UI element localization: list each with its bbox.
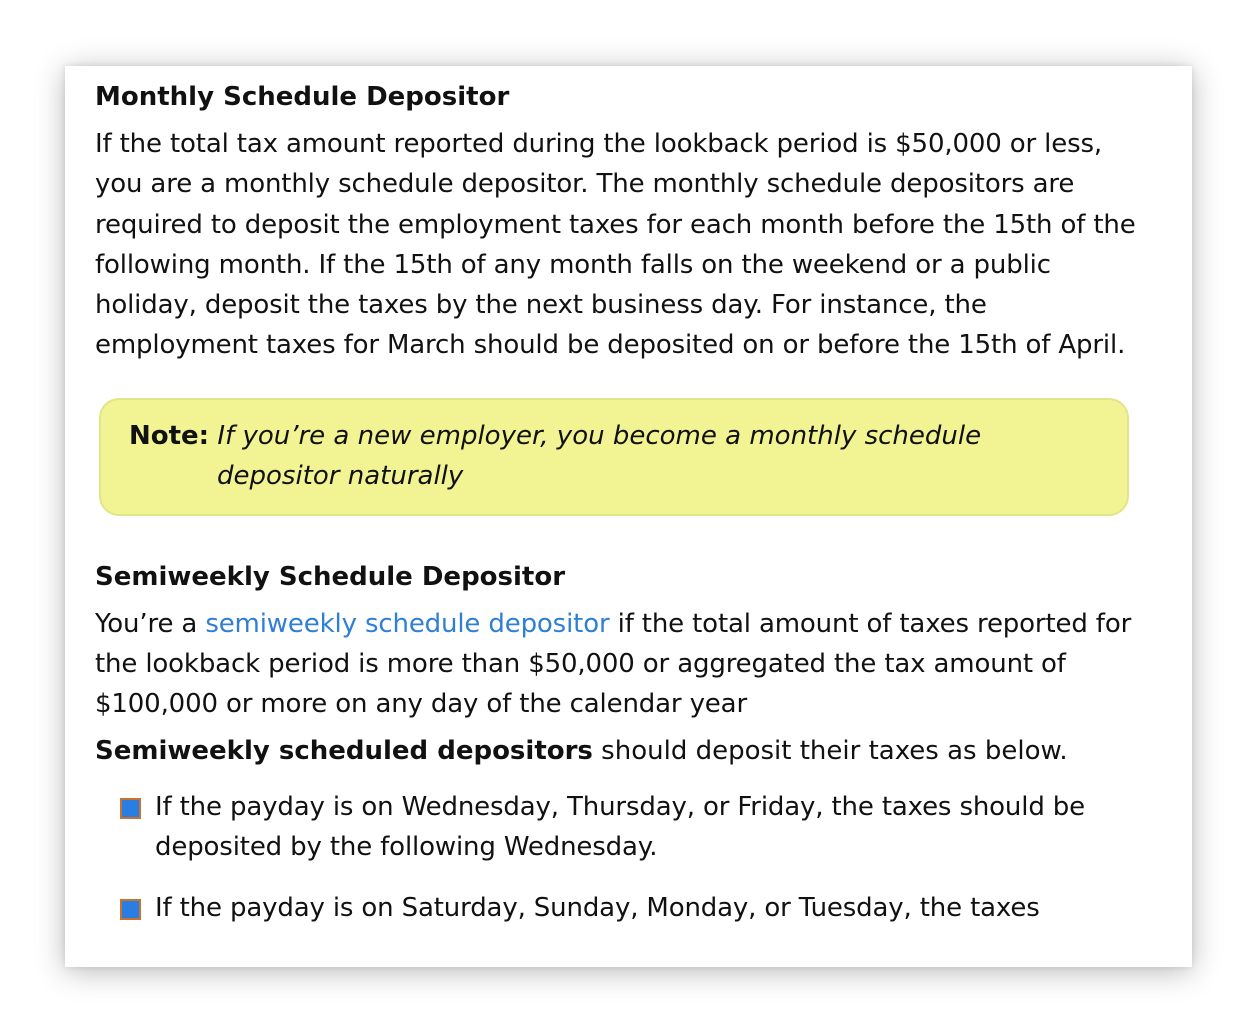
intro-suffix: if the total amount of taxes reported for the lookback period is more than $50,000 or aggregated the tax amount of $100,000 or more on any day of the calendar year <box>95 608 1132 720</box>
note-callout <box>99 398 1129 516</box>
semiweekly-section <box>95 556 1145 928</box>
note-line <box>129 416 1107 496</box>
note-text: If you’re a new employer, you become a monthly schedule depositor naturally <box>217 420 982 491</box>
monthly-heading: Monthly Schedule Depositor <box>95 82 510 112</box>
note-label: Note: <box>129 420 210 451</box>
lead-rest: should deposit their taxes as below. <box>592 735 1068 766</box>
document-page <box>65 66 1192 967</box>
semiweekly-depositor-link[interactable]: semiweekly schedule depositor <box>205 608 610 639</box>
lead-bold: Semiweekly scheduled depositors <box>95 735 593 766</box>
semiweekly-intro <box>95 604 1145 725</box>
semiweekly-lead <box>95 731 1145 771</box>
square-bullet-icon <box>120 798 141 819</box>
list-item <box>95 787 1145 868</box>
deposit-rules-list <box>95 787 1145 929</box>
square-bullet-icon <box>120 899 141 920</box>
list-item <box>95 888 1145 929</box>
monthly-paragraph: If the total tax amount reported during the lookback period is $50,000 or less, you are a monthly schedule depositor. The monthly schedule depositors are required to deposit the employment taxes for each month before the 15th of the following month. If the 15th of any month falls on the weekend or a public holiday, deposit the taxes by the next business day. For instance, the employment taxes for March should be deposited on or before the 15th of April. <box>95 129 1136 361</box>
document-content <box>95 76 1145 948</box>
list-item-text: If the payday is on Saturday, Sunday, Monday, or Tuesday, the taxes <box>155 892 1040 923</box>
list-item-text: If the payday is on Wednesday, Thursday, or Friday, the taxes should be deposited by the following Wednesday. <box>155 791 1085 863</box>
semiweekly-heading: Semiweekly Schedule Depositor <box>95 561 566 592</box>
intro-prefix: You’re a <box>95 608 206 639</box>
